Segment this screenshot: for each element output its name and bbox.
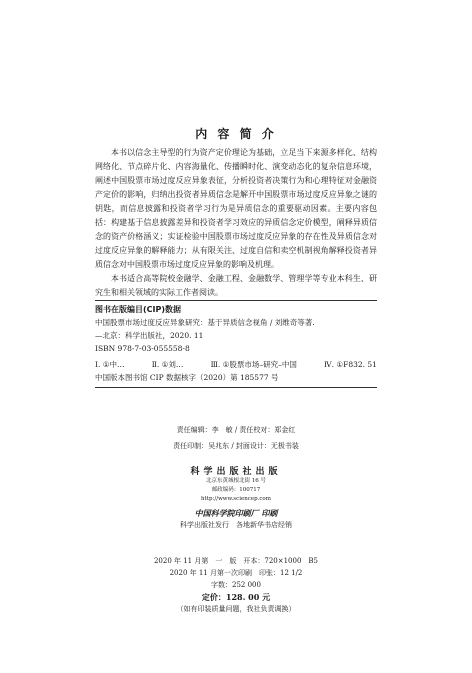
publisher-postcode: 邮政编码：100717 bbox=[211, 487, 261, 493]
quality-note: （如有印装质量问题，我社负责调换） bbox=[176, 605, 296, 613]
distribution: 科学出版社发行 各地新华书店经销 bbox=[180, 521, 292, 529]
edition-info: 2020 年 11 月第 一 版 开本：720×1000 B5 bbox=[153, 557, 319, 565]
production-credits: 责任印制：吴兆东 / 封面设计：无极书装 bbox=[173, 442, 299, 450]
cip-bottom-rule bbox=[95, 387, 377, 388]
cip-top-rule bbox=[95, 300, 377, 301]
cip-record: 中国版本图书馆 CIP 数据核字（2020）第 185577 号 bbox=[95, 373, 279, 382]
editor-credits: 责任编辑：李 敏 / 责任校对：郑金红 bbox=[176, 426, 296, 434]
cip-block bbox=[95, 300, 377, 388]
cip-index-2: Ⅱ. ①刘… bbox=[151, 360, 184, 369]
cip-indices bbox=[95, 358, 377, 371]
printer-name: 中国科学院印刷厂 印刷 bbox=[194, 508, 278, 518]
cip-header: 图书在版编目(CIP)数据 bbox=[95, 305, 182, 314]
publisher-address: 北京东黄城根北街 16 号 bbox=[206, 478, 266, 484]
cip-isbn: ISBN 978-7-03-055558-8 bbox=[95, 344, 190, 353]
introduction bbox=[95, 146, 377, 300]
cip-title-line: 中国股票市场过度反应异象研究：基于异质信念视角 / 刘维奇等著. bbox=[95, 318, 315, 327]
word-count: 字数：252 000 bbox=[211, 581, 261, 589]
publisher-website: http://www.sciencep.com bbox=[201, 496, 271, 502]
publication-specs bbox=[0, 555, 472, 615]
section-title: 内 容 简 介 bbox=[195, 127, 277, 141]
publisher-block bbox=[0, 464, 472, 531]
publisher-name: 科学出版社出版 bbox=[190, 467, 282, 477]
price: 定价：128. 00 元 bbox=[201, 592, 271, 602]
printing-info: 2020 年 11 月第一次印刷 印张：12 1/2 bbox=[169, 569, 303, 577]
intro-paragraph-1: 本书以信念主导型的行为资产定价理论为基础，立足当下来源多样化、结构网络化、节点碎片化、内容海量化、传播瞬时化、演变动态化的复杂信息环境，阐述中国股票市场过度反应异象表征，分析投资者决策行为和心理特征对金融资产定价的影响，归纳出投资者异质信念是解开中国股票市场过度反应异象之谜的钥匙，而信息披露和投资者学习行为是异质信念的重要驱动因素。主要内容包括：构建基于信息披露差异和投资者学习效应的异质信念定价模型，阐释异质信念的资产价格涵义；实证检验中国股票市场过度反应异象的存在性及异质信念对过度反应异象的解释能力；从有限关注、过度自信和卖空机制视角解释投资者异质信念对中国股票市场过度反应异象的影响及机理。 bbox=[95, 148, 377, 269]
cip-index-3: Ⅲ. ①股票市场–研究–中国 bbox=[210, 360, 297, 369]
cip-index-1: Ⅰ. ①中… bbox=[95, 360, 125, 369]
intro-paragraph-2: 本书适合高等院校金融学、金融工程、金融数学、管理学等专业本科生、研究生和相关领域的实际工作者阅读。 bbox=[95, 274, 377, 297]
cip-publisher-line: —北京：科学出版社，2020. 11 bbox=[95, 331, 204, 340]
cip-index-4: Ⅳ. ①F832. 51 bbox=[324, 360, 377, 369]
